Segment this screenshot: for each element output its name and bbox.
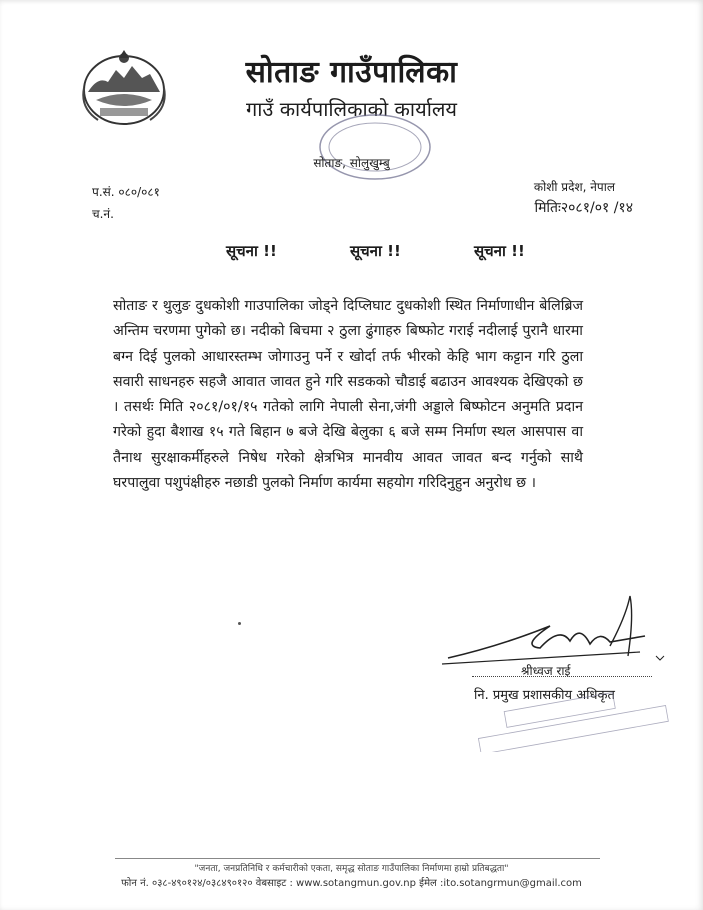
reference-number: प.सं. ०८०/०८१ xyxy=(92,185,160,199)
signatory-name: श्रीध्वज राई xyxy=(521,664,571,678)
signatory-title: नि. प्रमुख प्रशासकीय अधिकृत xyxy=(474,688,615,703)
office-name: गाउँ कार्यपालिकाको कार्यालय xyxy=(245,97,458,121)
notice-heading: सूचना !! xyxy=(226,242,277,260)
officer-name-stamp xyxy=(472,692,672,752)
footer-motto: "जनता, जनप्रतिनिधि र कर्मचारीको एकता, समृद्ध सोताङ गाउँपालिका निर्माणमा हाम्रो प्रतिबद्धता" xyxy=(194,864,509,874)
organization-name: सोताङ गाउँपालिका xyxy=(245,55,458,90)
ink-speck xyxy=(238,622,241,625)
notice-body: सोताङ र थुलुङ दुधकोशी गाउपालिका जोड्ने दिप्लिघाट दुधकोशी स्थित निर्माणाधीन बेलिब्रिज अन्तिम चरणमा पुगेको छ। नदीको बिचमा २ ठुला ढुंगाहरु बिष्फोट गराई नदीलाई पुरानै धारमा बग्न दिई पुलको आधारस्तम्भ जोगाउनु पर्ने र खोर्दा तर्फ भीरको केहि भाग कट्टान गरि ठुला सवारी साधनहरु सहजै आवात जावत हुने गरि सडकको चौडाई बढाउन आवश्यक देखिएको छ । तसर्थः मिति २०८१/०१/१५ गतेको लागि नेपाली सेना,जंगी अड्डाले बिष्फोटन अनुमति प्रदान गरेको हुदा बैशाख १५ गते बिहान ७ बजे देखि बेलुका ६ बजे सम्म निर्माण स्थल आसपास वा तैनाथ सुरक्षाकर्मीहरुले निषेध गरेको क्षेत्रभित्र मानवीय आवत जावत बन्द गर्नुको साथै घरपालुवा पशुपंक्षीहरु नछाडी पुलको निर्माण कार्यमा सहयोग गरिदिनुहुन अनुरोध छ । xyxy=(113,298,583,492)
signature-underline xyxy=(472,676,652,677)
notice-heading: सूचना !! xyxy=(350,242,401,260)
footer-divider xyxy=(115,858,600,859)
letter-date: मितिः२०८१/०१ /१४ xyxy=(534,200,633,216)
office-seal-stamp xyxy=(295,112,445,192)
dispatch-number: च.नं. xyxy=(92,207,114,221)
office-address: सोताङ, सोलुखुम्बु xyxy=(313,156,390,170)
footer-contact: फोन नं. ०३८-४९०१२४/०३८४९०१२० वेबसाइट : www.sotangmun.gov.np ईमेल :ito.sotangrmun@gmail.com xyxy=(121,878,582,889)
notice-heading: सूचना !! xyxy=(474,242,525,260)
province-name: कोशी प्रदेश, नेपाल xyxy=(533,180,615,194)
